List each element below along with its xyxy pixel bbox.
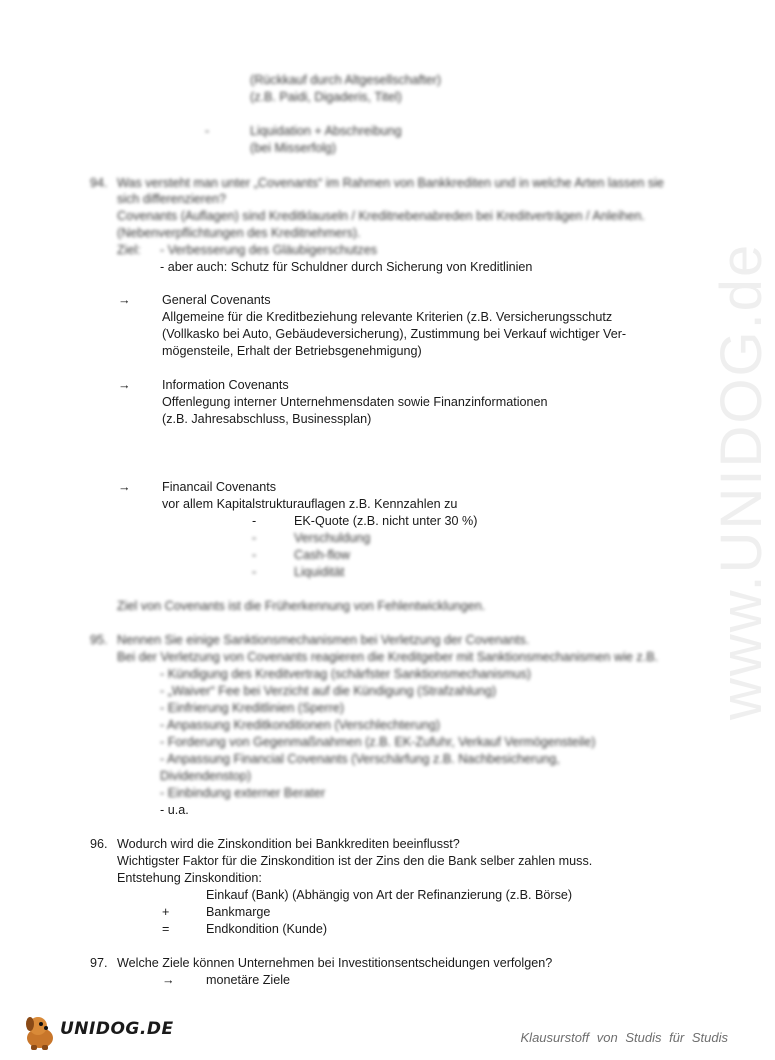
answer-text: Covenants (Auflagen) sind Kreditklauseln / Kreditnebenabreden bei Kreditverträgen / Anleihen. xyxy=(117,209,645,223)
arrow-icon: → xyxy=(118,480,131,494)
text-line: (z.B. Paidi, Digaderis, Titel) xyxy=(250,90,402,104)
list-item: - u.a. xyxy=(160,803,189,817)
ziel-label: Ziel: xyxy=(117,243,141,257)
list-item: - Einbindung externer Berater xyxy=(160,786,326,800)
text-line: Liquidation + Abschreibung xyxy=(250,124,402,138)
list-item: Verschuldung xyxy=(294,531,371,545)
list-item: Dividendenstop) xyxy=(160,769,252,783)
answer-text: Entstehung Zinskondition: xyxy=(117,871,262,885)
dash-marker: - xyxy=(252,514,257,528)
answer-text: Bankmarge xyxy=(206,905,271,919)
section-title: General Covenants xyxy=(162,293,271,307)
plus-sign: + xyxy=(162,905,170,919)
dash-marker: - xyxy=(205,124,210,138)
watermark: www.UNIDOG.de xyxy=(709,242,774,720)
ziel-item: - aber auch: Schutz für Schuldner durch Sicherung von Kreditlinien xyxy=(160,260,533,274)
body-line: (Vollkasko bei Auto, Gebäudeversicherung), Zustimmung bei Verkauf wichtiger Ver- xyxy=(162,327,627,341)
text-line: (Rückkauf durch Altgesellschafter) xyxy=(250,73,442,87)
list-item: - Kündigung des Kreditvertrag (schärfster Sanktionsmechanismus) xyxy=(160,667,531,681)
answer-text: monetäre Ziele xyxy=(206,973,290,987)
question-number: 95. xyxy=(90,633,108,647)
question-text: Welche Ziele können Unternehmen bei Investitionsentscheidungen verfolgen? xyxy=(117,956,553,970)
body-line: Ziel von Covenants ist die Früherkennung von Fehlentwicklungen. xyxy=(117,599,486,613)
question-text: Nennen Sie einige Sanktionsmechanismen bei Verletzung der Covenants. xyxy=(117,633,530,647)
answer-text: Endkondition (Kunde) xyxy=(206,922,328,936)
logo-text: UNIDOG.DE xyxy=(60,1019,174,1039)
list-item: Liquidität xyxy=(294,565,345,579)
body-line: mögensteile, Erhalt der Betriebsgenehmigung) xyxy=(162,344,422,358)
body-line: vor allem Kapitalstrukturauflagen z.B. Kennzahlen zu xyxy=(162,497,458,511)
list-item: - Einfrierung Kreditlinien (Sperre) xyxy=(160,701,345,715)
dash-marker: - xyxy=(252,565,257,579)
dog-mascot-icon xyxy=(20,1012,60,1052)
answer-text: Bei der Verletzung von Covenants reagieren die Kreditgeber mit Sanktionsmechanismen wie z.B. xyxy=(117,650,659,664)
text-line: (bei Misserfolg) xyxy=(250,141,337,155)
footer-tagline: Klausurstoff von Studis für Studis xyxy=(520,1030,728,1045)
ziel-item: - Verbesserung des Gläubigerschutzes xyxy=(160,243,378,257)
section-title: Information Covenants xyxy=(162,378,289,392)
question-number: 97. xyxy=(90,956,108,970)
question-text: Was versteht man unter „Covenants“ im Rahmen von Bankkrediten und in welche Arten lassen sie xyxy=(117,176,664,190)
list-item: - Forderung von Gegenmaßnahmen (z.B. EK-Zufuhr, Verkauf Vermögensteile) xyxy=(160,735,596,749)
dash-marker: - xyxy=(252,531,257,545)
arrow-icon: → xyxy=(118,378,131,392)
list-item: - Anpassung Kreditkonditionen (Verschlechterung) xyxy=(160,718,441,732)
answer-text: Einkauf (Bank) (Abhängig von Art der Refinanzierung (z.B. Börse) xyxy=(206,888,573,902)
arrow-icon: → xyxy=(162,973,175,987)
list-item: - „Waiver“ Fee bei Verzicht auf die Kündigung (Strafzahlung) xyxy=(160,684,497,698)
list-item: - Anpassung Financial Covenants (Verschärfung z.B. Nachbesicherung, xyxy=(160,752,560,766)
equals-sign: = xyxy=(162,922,170,936)
unidog-logo[interactable] xyxy=(20,1012,174,1054)
body-line: (z.B. Jahresabschluss, Businessplan) xyxy=(162,412,372,426)
body-line: Allgemeine für die Kreditbeziehung relevante Kriterien (z.B. Versicherungsschutz xyxy=(162,310,613,324)
section-title: Financail Covenants xyxy=(162,480,277,494)
arrow-icon: → xyxy=(118,293,131,307)
answer-text: (Nebenverpflichtungen des Kreditnehmers). xyxy=(117,226,361,240)
answer-text: Wichtigster Faktor für die Zinskondition ist der Zins den die Bank selber zahlen muss. xyxy=(117,854,593,868)
body-line: Offenlegung interner Unternehmensdaten sowie Finanzinformationen xyxy=(162,395,548,409)
list-item: EK-Quote (z.B. nicht unter 30 %) xyxy=(294,514,478,528)
list-item: Cash-flow xyxy=(294,548,350,562)
question-number: 94. xyxy=(90,176,108,190)
question-text: sich differenzieren? xyxy=(117,192,226,206)
question-text: Wodurch wird die Zinskondition bei Bankkrediten beeinflusst? xyxy=(117,837,460,851)
question-number: 96. xyxy=(90,837,108,851)
dash-marker: - xyxy=(252,548,257,562)
